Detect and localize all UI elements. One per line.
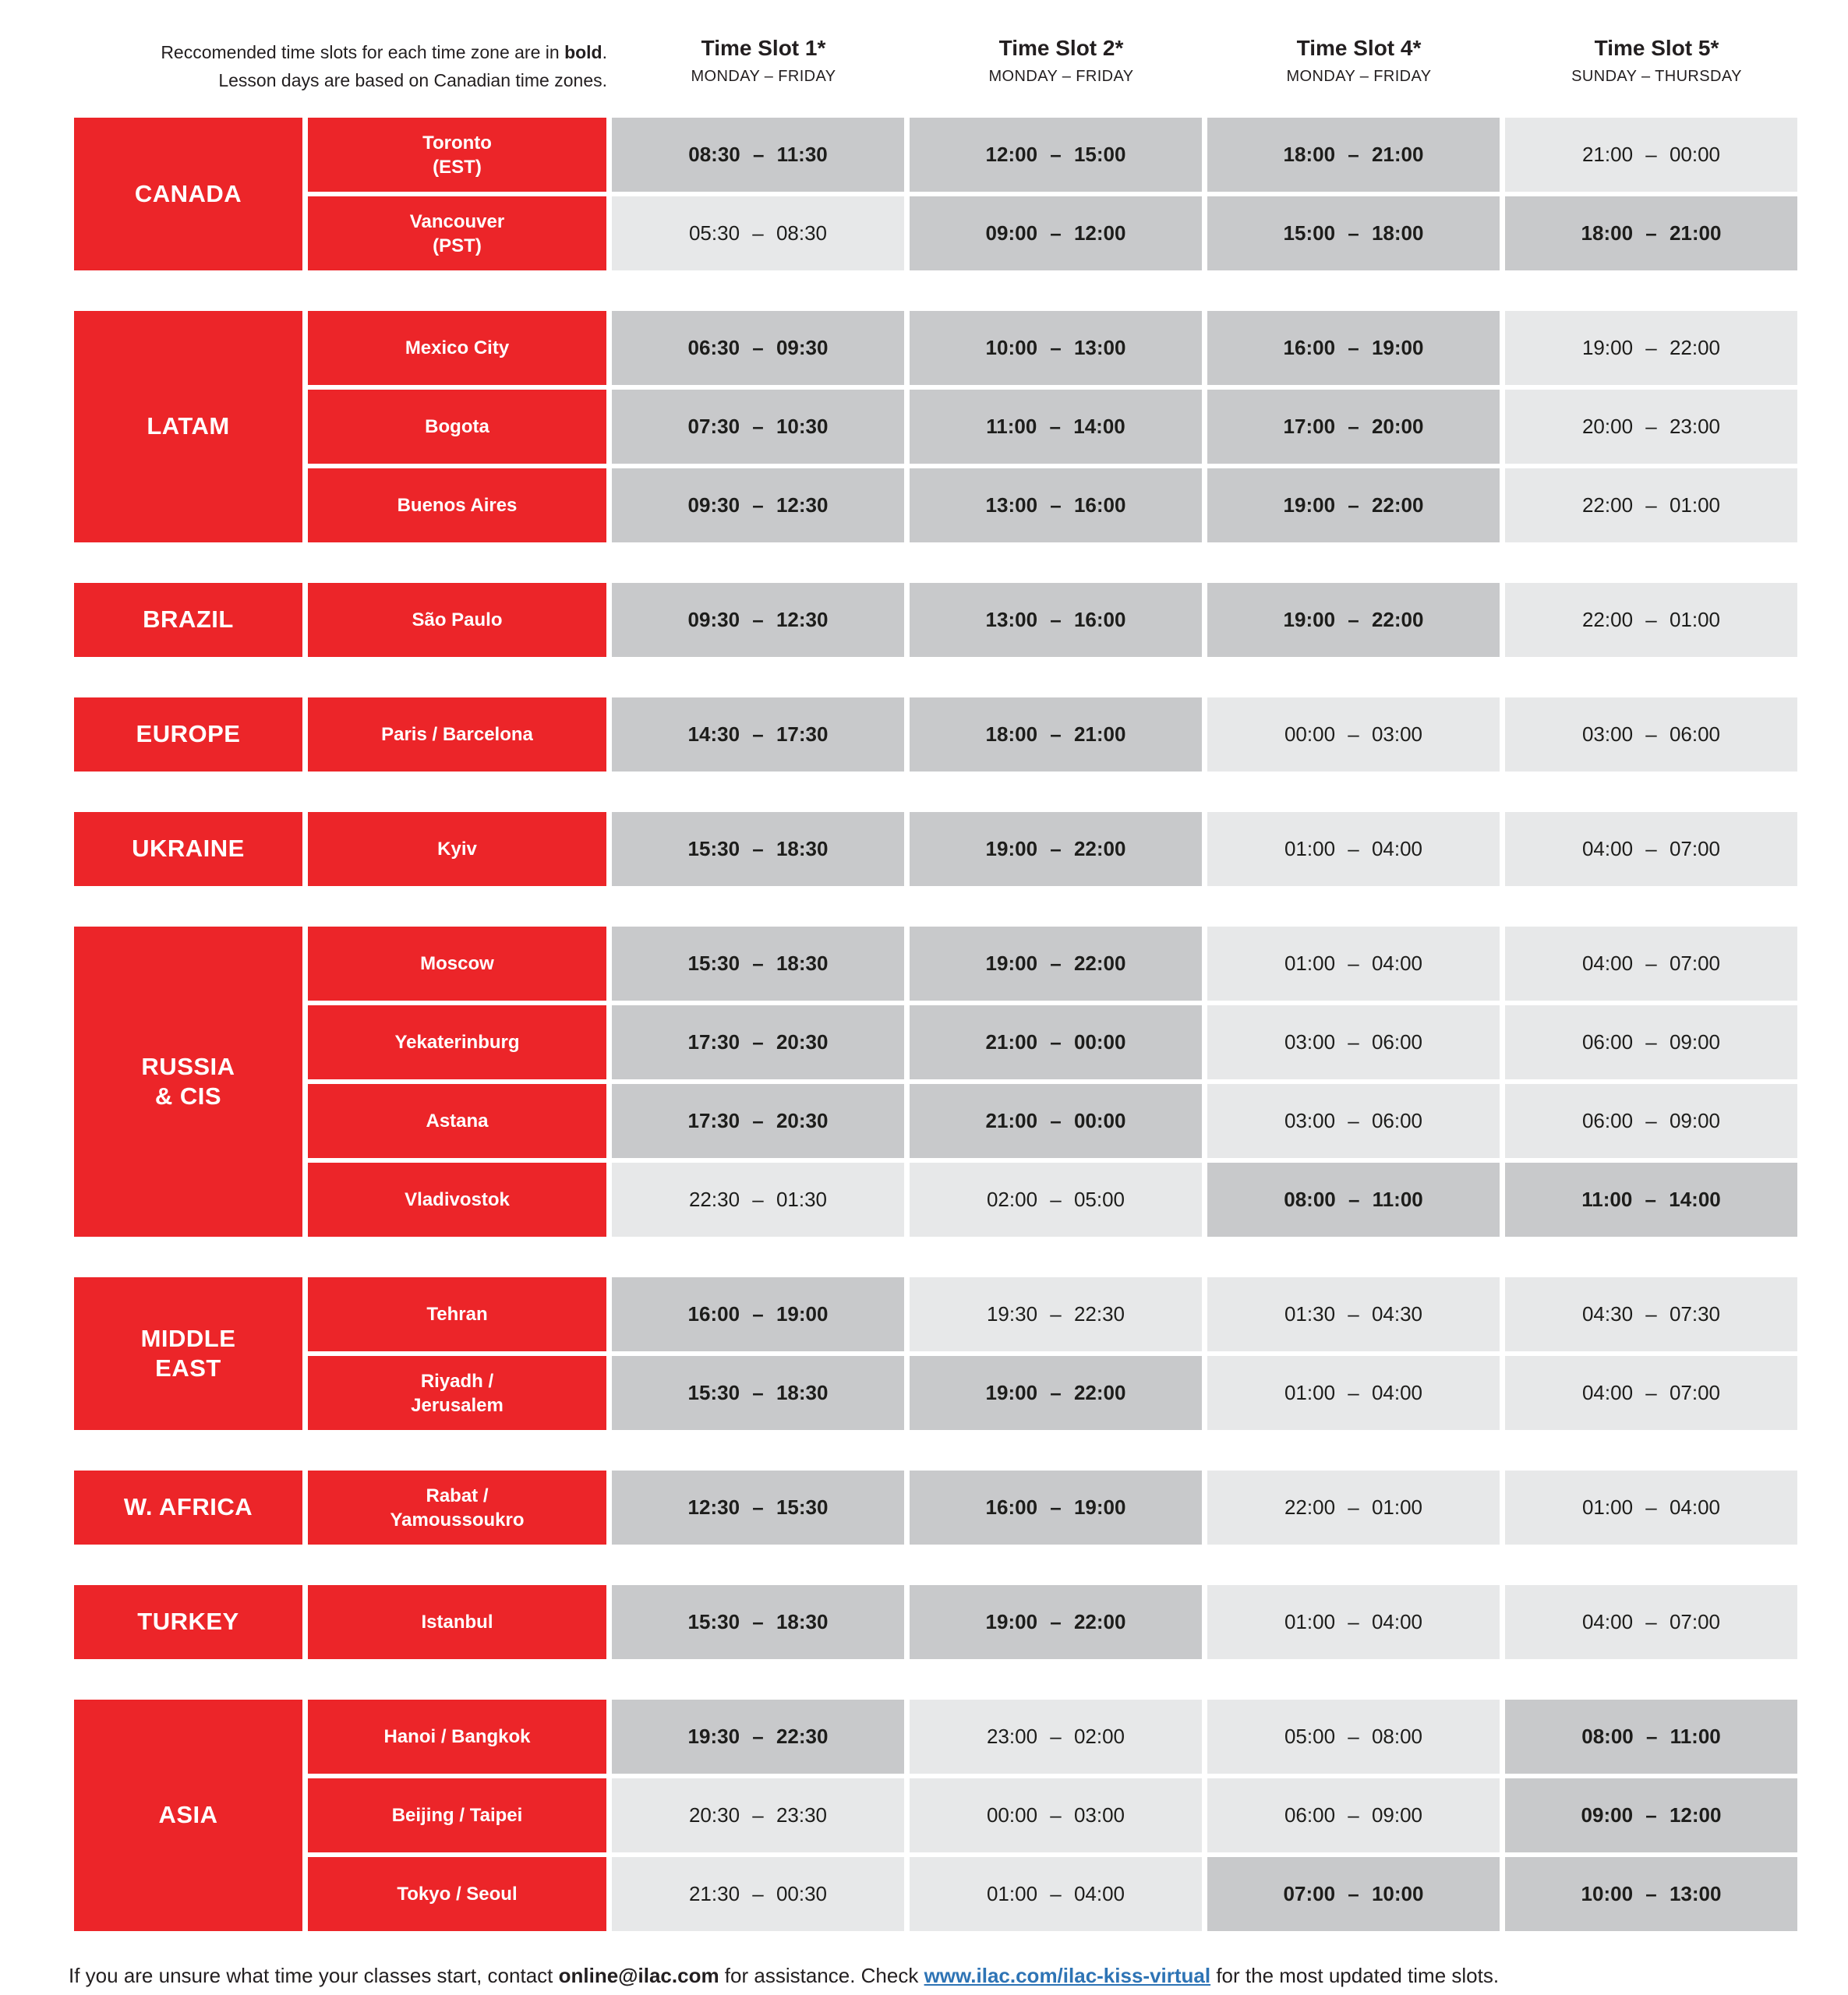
city-cell: Beijing / Taipei (308, 1778, 606, 1852)
time-cell: 19:00 – 22:00 (910, 927, 1202, 1001)
time-cell: 08:00 – 11:00 (1505, 1700, 1797, 1774)
time-cell: 06:00 – 09:00 (1505, 1005, 1797, 1079)
time-cell: 19:00 – 22:00 (1207, 583, 1500, 657)
slot-header (1213, 33, 1505, 86)
time-cell: 03:00 – 06:00 (1207, 1005, 1500, 1079)
footer-note (69, 1964, 1807, 1988)
section-rows (308, 812, 1803, 886)
time-cell: 15:30 – 18:30 (612, 1585, 904, 1659)
time-cell: 19:30 – 22:30 (910, 1277, 1202, 1351)
time-cell: 21:00 – 00:00 (910, 1084, 1202, 1158)
time-cell: 04:00 – 07:00 (1505, 927, 1797, 1001)
table-row (308, 1585, 1803, 1659)
time-cell: 19:00 – 22:00 (910, 812, 1202, 886)
time-cell: 11:00 – 14:00 (1505, 1163, 1797, 1237)
time-cell: 09:00 – 12:00 (910, 196, 1202, 270)
city-cell: Tehran (308, 1277, 606, 1351)
region-section (74, 1585, 1803, 1659)
time-cell: 06:30 – 09:30 (612, 311, 904, 385)
time-cell: 17:00 – 20:00 (1207, 390, 1500, 464)
time-cell: 22:00 – 01:00 (1505, 468, 1797, 542)
table-row (308, 1857, 1803, 1931)
time-cell: 18:00 – 21:00 (910, 697, 1202, 772)
region-cell: UKRAINE (74, 812, 302, 886)
time-cell: 12:00 – 15:00 (910, 118, 1202, 192)
table-row (308, 311, 1803, 385)
table-row (308, 118, 1803, 192)
table-row (308, 1163, 1803, 1237)
slot-header (915, 33, 1207, 86)
city-cell: Buenos Aires (308, 468, 606, 542)
time-cell: 17:30 – 20:30 (612, 1084, 904, 1158)
table-row (308, 1084, 1803, 1158)
section-rows (308, 118, 1803, 270)
region-cell: TURKEY (74, 1585, 302, 1659)
footer-middle: for assistance. Check (719, 1964, 924, 1988)
time-cell: 19:00 – 22:00 (1207, 468, 1500, 542)
region-section (74, 583, 1803, 657)
time-cell: 08:30 – 11:30 (612, 118, 904, 192)
section-rows (308, 583, 1803, 657)
time-cell: 15:30 – 18:30 (612, 812, 904, 886)
time-cell: 04:30 – 07:30 (1505, 1277, 1797, 1351)
time-cell: 04:00 – 07:00 (1505, 1585, 1797, 1659)
region-cell: EUROPE (74, 697, 302, 772)
region-section (74, 697, 1803, 772)
time-cell: 07:00 – 10:00 (1207, 1857, 1500, 1931)
time-cell: 01:30 – 04:30 (1207, 1277, 1500, 1351)
time-cell: 02:00 – 05:00 (910, 1163, 1202, 1237)
city-cell: Tokyo / Seoul (308, 1857, 606, 1931)
section-rows (308, 927, 1803, 1237)
time-cell: 00:00 – 03:00 (910, 1778, 1202, 1852)
slot-title: Time Slot 4* (1296, 36, 1422, 60)
note-line1-prefix: Reccomended time slots for each time zone are in (161, 42, 565, 62)
slot-header (617, 33, 910, 86)
time-cell: 13:00 – 16:00 (910, 583, 1202, 657)
time-cell: 15:30 – 18:30 (612, 1356, 904, 1430)
time-cell: 10:00 – 13:00 (910, 311, 1202, 385)
note-line2: Lesson days are based on Canadian time zones. (218, 69, 607, 90)
time-cell: 20:00 – 23:00 (1505, 390, 1797, 464)
slot-days: MONDAY – FRIDAY (691, 68, 836, 85)
city-cell: Mexico City (308, 311, 606, 385)
time-cell: 19:30 – 22:30 (612, 1700, 904, 1774)
time-cell: 10:00 – 13:00 (1505, 1857, 1797, 1931)
time-cell: 16:00 – 19:00 (1207, 311, 1500, 385)
table-row (308, 468, 1803, 542)
time-cell: 17:30 – 20:30 (612, 1005, 904, 1079)
city-cell: Moscow (308, 927, 606, 1001)
table-row (308, 390, 1803, 464)
table-row (308, 196, 1803, 270)
city-cell: Vancouver (PST) (308, 196, 606, 270)
note-line1-suffix: . (602, 42, 607, 62)
header-note (74, 33, 612, 94)
slot-header (1511, 33, 1803, 86)
time-cell: 16:00 – 19:00 (910, 1471, 1202, 1545)
table-row (308, 1005, 1803, 1079)
region-section (74, 118, 1803, 270)
time-cell: 19:00 – 22:00 (1505, 311, 1797, 385)
slot-days: MONDAY – FRIDAY (988, 68, 1134, 85)
city-cell: Yekaterinburg (308, 1005, 606, 1079)
time-cell: 01:00 – 04:00 (910, 1857, 1202, 1931)
city-cell: Hanoi / Bangkok (308, 1700, 606, 1774)
section-rows (308, 1471, 1803, 1545)
note-line1-bold-word: bold (564, 42, 602, 62)
time-cell: 13:00 – 16:00 (910, 468, 1202, 542)
slot-days: SUNDAY – THURSDAY (1571, 68, 1742, 85)
region-cell: MIDDLE EAST (74, 1277, 302, 1430)
time-cell: 01:00 – 04:00 (1207, 927, 1500, 1001)
time-cell: 03:00 – 06:00 (1505, 697, 1797, 772)
time-cell: 01:00 – 04:00 (1207, 1356, 1500, 1430)
time-cell: 21:00 – 00:00 (910, 1005, 1202, 1079)
city-cell: Rabat / Yamoussoukro (308, 1471, 606, 1545)
time-cell: 05:00 – 08:00 (1207, 1700, 1500, 1774)
table-row (308, 927, 1803, 1001)
time-cell: 09:00 – 12:00 (1505, 1778, 1797, 1852)
city-cell: Kyiv (308, 812, 606, 886)
slot-headers (617, 33, 1803, 86)
footer-email: online@ilac.com (558, 1964, 719, 1988)
time-cell: 16:00 – 19:00 (612, 1277, 904, 1351)
time-cell: 15:00 – 18:00 (1207, 196, 1500, 270)
region-section (74, 1277, 1803, 1430)
time-cell: 19:00 – 22:00 (910, 1356, 1202, 1430)
slot-days: MONDAY – FRIDAY (1286, 68, 1432, 85)
time-cell: 08:00 – 11:00 (1207, 1163, 1500, 1237)
table-row (308, 1277, 1803, 1351)
footer-prefix: If you are unsure what time your classes start, contact (69, 1964, 559, 1988)
footer-suffix: for the most updated time slots. (1210, 1964, 1500, 1988)
time-cell: 20:30 – 23:30 (612, 1778, 904, 1852)
time-cell: 05:30 – 08:30 (612, 196, 904, 270)
slot-title: Time Slot 2* (998, 36, 1124, 60)
time-cell: 14:30 – 17:30 (612, 697, 904, 772)
region-section (74, 311, 1803, 542)
time-cell: 09:30 – 12:30 (612, 468, 904, 542)
time-cell: 22:00 – 01:00 (1207, 1471, 1500, 1545)
region-section (74, 1471, 1803, 1545)
section-rows (308, 1277, 1803, 1430)
region-cell: LATAM (74, 311, 302, 542)
time-cell: 23:00 – 02:00 (910, 1700, 1202, 1774)
time-cell: 01:00 – 04:00 (1207, 812, 1500, 886)
time-cell: 22:30 – 01:30 (612, 1163, 904, 1237)
time-cell: 04:00 – 07:00 (1505, 1356, 1797, 1430)
city-cell: Paris / Barcelona (308, 697, 606, 772)
time-cell: 06:00 – 09:00 (1505, 1084, 1797, 1158)
time-cell: 01:00 – 04:00 (1505, 1471, 1797, 1545)
time-cell: 07:30 – 10:30 (612, 390, 904, 464)
city-cell: Istanbul (308, 1585, 606, 1659)
table-row (308, 697, 1803, 772)
region-cell: ASIA (74, 1700, 302, 1931)
time-cell: 09:30 – 12:30 (612, 583, 904, 657)
region-cell: RUSSIA & CIS (74, 927, 302, 1237)
section-rows (308, 1585, 1803, 1659)
time-cell: 00:00 – 03:00 (1207, 697, 1500, 772)
region-cell: W. AFRICA (74, 1471, 302, 1545)
region-section (74, 1700, 1803, 1931)
footer-link[interactable]: www.ilac.com/ilac-kiss-virtual (924, 1964, 1211, 1988)
table-row (308, 1778, 1803, 1852)
table-row (308, 583, 1803, 657)
time-cell: 03:00 – 06:00 (1207, 1084, 1500, 1158)
time-cell: 18:00 – 21:00 (1207, 118, 1500, 192)
city-cell: Riyadh / Jerusalem (308, 1356, 606, 1430)
table-row (308, 812, 1803, 886)
time-cell: 11:00 – 14:00 (910, 390, 1202, 464)
city-cell: Bogota (308, 390, 606, 464)
slot-title: Time Slot 1* (701, 36, 826, 60)
region-section (74, 812, 1803, 886)
region-cell: BRAZIL (74, 583, 302, 657)
time-cell: 18:00 – 21:00 (1505, 196, 1797, 270)
time-cell: 06:00 – 09:00 (1207, 1778, 1500, 1852)
time-cell: 12:30 – 15:30 (612, 1471, 904, 1545)
city-cell: Astana (308, 1084, 606, 1158)
section-rows (308, 697, 1803, 772)
city-cell: São Paulo (308, 583, 606, 657)
city-cell: Toronto (EST) (308, 118, 606, 192)
section-rows (308, 311, 1803, 542)
time-cell: 19:00 – 22:00 (910, 1585, 1202, 1659)
city-cell: Vladivostok (308, 1163, 606, 1237)
time-cell: 01:00 – 04:00 (1207, 1585, 1500, 1659)
schedule-table (74, 118, 1848, 1931)
table-header (74, 33, 1803, 94)
slot-title: Time Slot 5* (1594, 36, 1719, 60)
table-row (308, 1471, 1803, 1545)
time-cell: 21:00 – 00:00 (1505, 118, 1797, 192)
time-cell: 21:30 – 00:30 (612, 1857, 904, 1931)
table-row (308, 1700, 1803, 1774)
time-cell: 15:30 – 18:30 (612, 927, 904, 1001)
time-cell: 22:00 – 01:00 (1505, 583, 1797, 657)
time-cell: 04:00 – 07:00 (1505, 812, 1797, 886)
region-cell: CANADA (74, 118, 302, 270)
table-row (308, 1356, 1803, 1430)
region-section (74, 927, 1803, 1237)
section-rows (308, 1700, 1803, 1931)
